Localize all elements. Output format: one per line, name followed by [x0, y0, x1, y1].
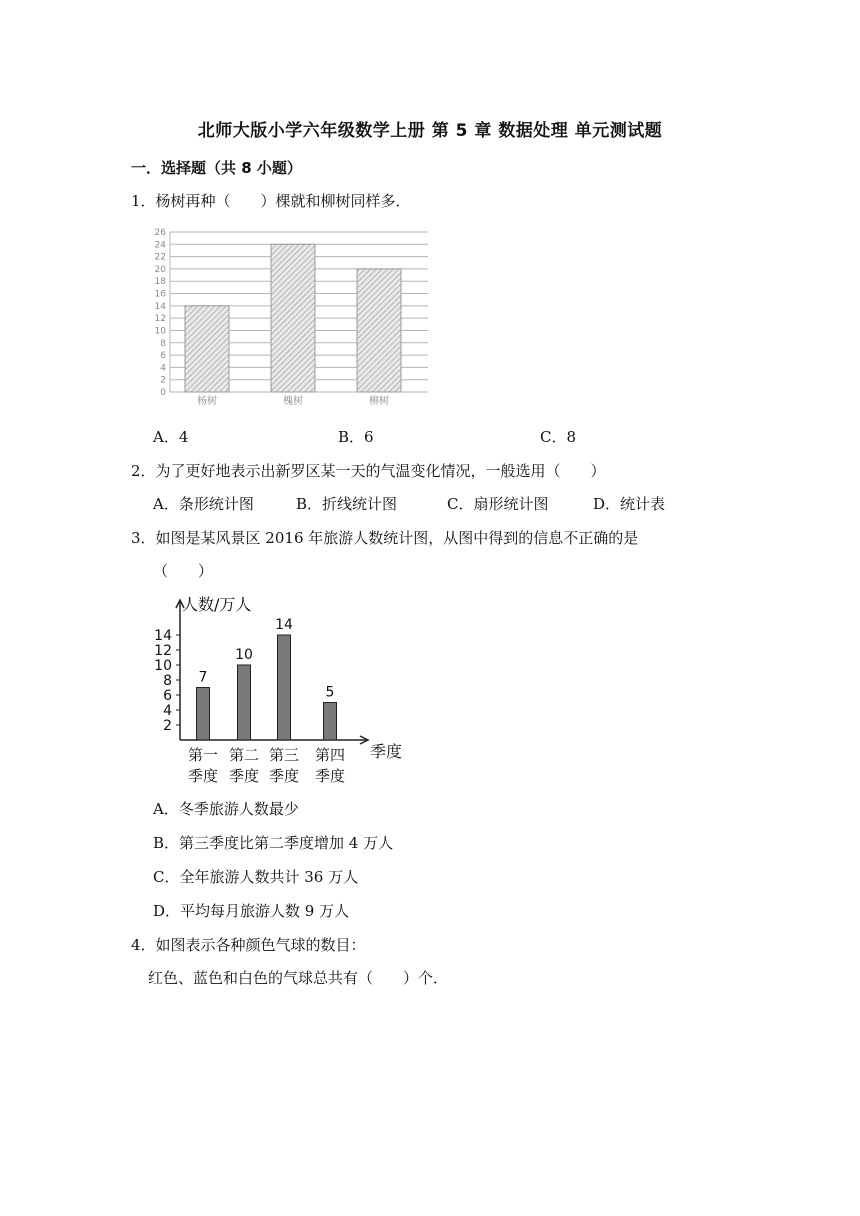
chart2-bar: [324, 703, 337, 741]
question-4-text-line1: 4．如图表示各种颜色气球的数目：: [131, 936, 366, 954]
chart-trees: [140, 222, 440, 412]
q1-option-a[interactable]: A．4: [153, 428, 189, 446]
chart1-y-tick: 20: [154, 264, 166, 275]
chart1-y-tick: 12: [154, 314, 166, 325]
chart2-data-label: 5: [325, 684, 335, 701]
chart1-category-label: 槐树: [283, 396, 303, 407]
q3-option-b[interactable]: B．第三季度比第二季度增加 4 万人: [153, 834, 394, 852]
chart1-y-tick: 4: [160, 363, 166, 374]
chart1-y-tick: 14: [154, 301, 166, 312]
q1-option-c[interactable]: C．8: [540, 428, 577, 446]
chart2-category-label: 季度: [228, 767, 260, 785]
chart2-bar: [238, 665, 251, 740]
q3-option-d[interactable]: D．平均每月旅游人数 9 万人: [153, 902, 350, 920]
chart2-y-tick: 14: [154, 628, 172, 644]
chart2-data-label: 14: [275, 617, 293, 633]
q2-option-b[interactable]: B．折线统计图: [296, 495, 398, 513]
chart1-y-tick: 8: [160, 338, 166, 349]
chart1-bar: [357, 269, 401, 392]
chart2-y-tick: 8: [163, 673, 172, 689]
chart2-y-tick: 4: [163, 703, 172, 719]
question-3-text-line1: 3．如图是某风景区 2016 年旅游人数统计图，从图中得到的信息不正确的是: [131, 529, 639, 547]
chart2-category-label: 季度: [268, 767, 300, 785]
chart2-y-tick: 10: [154, 658, 172, 674]
chart2-category-label: 第一: [187, 746, 219, 764]
chart-tourists: [140, 590, 420, 790]
chart2-y-label: 人数/万人: [182, 595, 252, 614]
chart2-data-label: 7: [198, 669, 208, 686]
chart2-category-label: 季度: [314, 767, 346, 785]
chart1-category-label: 杨树: [197, 396, 217, 407]
chart1-y-tick: 2: [160, 375, 166, 386]
chart2-data-label: 10: [235, 647, 253, 663]
question-3-text-line2: （ ）: [153, 562, 214, 580]
chart1-y-tick: 16: [154, 289, 166, 300]
chart2-category-label: 第四: [314, 746, 346, 764]
question-4-text-line2: 红色、蓝色和白色的气球总共有（ ）个．: [148, 969, 449, 987]
chart2-y-tick: 6: [163, 688, 172, 704]
chart2-category-label: 第三: [268, 746, 300, 764]
chart2-y-tick: 12: [154, 643, 172, 659]
chart1-y-tick: 10: [154, 326, 166, 337]
chart1-y-tick: 0: [160, 388, 166, 398]
chart2-x-label: 季度: [370, 742, 403, 761]
q1-option-b[interactable]: B．6: [338, 428, 374, 446]
page-title: 北师大版小学六年级数学上册 第 5 章 数据处理 单元测试题: [197, 121, 663, 141]
chart1-y-tick: 22: [154, 252, 166, 263]
q2-option-d[interactable]: D．统计表: [593, 495, 666, 513]
chart1-bar: [185, 306, 229, 392]
chart2-category-label: 季度: [187, 767, 219, 785]
chart2-bar: [197, 688, 210, 741]
q3-option-a[interactable]: A．冬季旅游人数最少: [153, 800, 299, 818]
chart2-bar: [278, 635, 291, 740]
chart1-y-tick: 26: [154, 228, 166, 238]
chart1-y-tick: 6: [160, 351, 166, 362]
q2-option-c[interactable]: C．扇形统计图: [447, 495, 549, 513]
chart2-y-tick: 2: [163, 718, 172, 734]
question-2-text: 2．为了更好地表示出新罗区某一天的气温变化情况，一般选用（ ）: [131, 462, 606, 480]
chart2-category-label: 第二: [228, 746, 260, 764]
question-1-text: 1．杨树再种（ ）棵就和柳树同样多．: [131, 192, 411, 210]
q2-option-a[interactable]: A．条形统计图: [153, 495, 254, 513]
chart1-bar: [271, 244, 315, 392]
chart1-y-tick: 24: [154, 240, 166, 251]
chart1-category-label: 柳树: [369, 396, 389, 407]
chart1-y-tick: 18: [154, 277, 166, 288]
section-heading: 一．选择题（共 8 小题）: [131, 159, 302, 177]
q3-option-c[interactable]: C．全年旅游人数共计 36 万人: [153, 868, 359, 886]
